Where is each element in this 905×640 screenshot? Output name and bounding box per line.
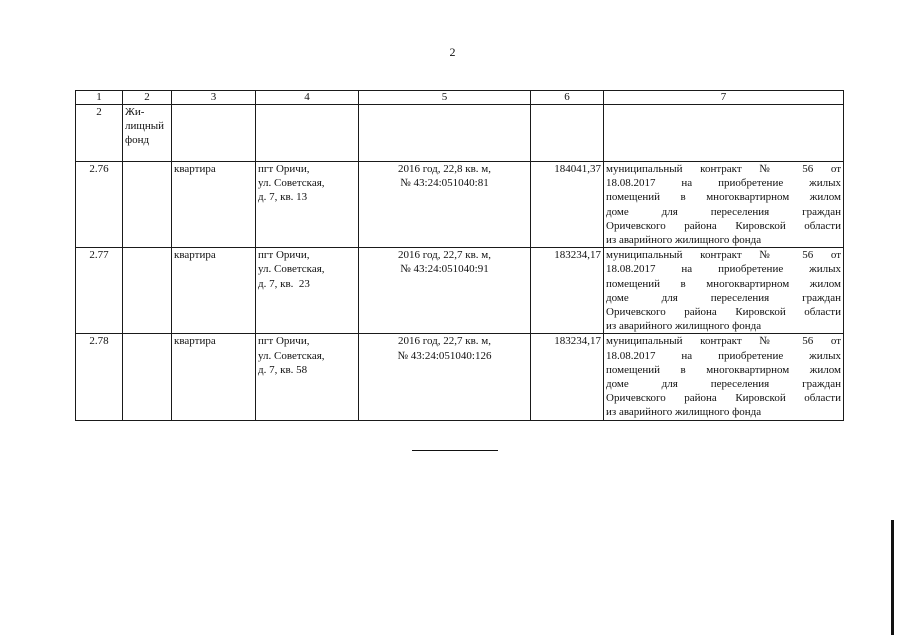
property-details bbox=[359, 248, 531, 334]
page-number: 2 bbox=[449, 45, 456, 59]
property-value: 183234,17 bbox=[531, 334, 604, 420]
property-register-table bbox=[75, 90, 844, 421]
address-line: ул. Советская, bbox=[258, 349, 325, 362]
details-line: № 43:24:051040:91 bbox=[400, 263, 489, 276]
empty-cell bbox=[359, 105, 531, 162]
section-label bbox=[123, 105, 172, 162]
basis-line: 18.08.2017 на приобретение жилых bbox=[606, 349, 841, 362]
address-line: д. 7, кв. 13 bbox=[258, 191, 308, 204]
details-line: № 43:24:051040:126 bbox=[397, 349, 492, 362]
basis-line: Оричевского района Кировской области bbox=[606, 219, 841, 232]
section-label-line: фонд bbox=[125, 134, 150, 147]
column-header: 2 bbox=[123, 91, 172, 105]
empty-cell bbox=[531, 105, 604, 162]
address-line: д. 7, кв. 58 bbox=[258, 363, 308, 376]
address-line: ул. Советская, bbox=[258, 263, 325, 276]
property-type: квартира bbox=[172, 334, 256, 420]
empty-cell bbox=[256, 105, 359, 162]
basis-line: Оричевского района Кировской области bbox=[606, 306, 841, 319]
details-line: 2016 год, 22,7 кв. м, bbox=[397, 335, 492, 348]
column-header: 5 bbox=[359, 91, 531, 105]
section-row-housing-fund bbox=[76, 105, 844, 162]
empty-cell bbox=[172, 105, 256, 162]
details-line: № 43:24:051040:81 bbox=[400, 177, 489, 190]
basis-line: из аварийного жилищного фонда bbox=[606, 320, 762, 333]
basis-line: из аварийного жилищного фонда bbox=[606, 406, 762, 419]
column-header: 4 bbox=[256, 91, 359, 105]
details-line: 2016 год, 22,8 кв. м, bbox=[397, 163, 492, 175]
address-line: ул. Советская, bbox=[258, 177, 325, 190]
basis-line: доме для переселения граждан bbox=[606, 378, 841, 391]
section-label-line: лищный bbox=[125, 120, 165, 133]
basis-line: 18.08.2017 на приобретение жилых bbox=[606, 177, 841, 190]
column-header: 7 bbox=[604, 91, 844, 105]
property-value: 183234,17 bbox=[531, 248, 604, 334]
basis-line: муниципальный контракт № 56 от bbox=[606, 335, 841, 348]
property-address bbox=[256, 248, 359, 334]
acquisition-basis bbox=[604, 248, 844, 334]
basis-line: помещений в многоквартирном жилом bbox=[606, 277, 841, 290]
basis-line: помещений в многоквартирном жилом bbox=[606, 363, 841, 376]
property-type: квартира bbox=[172, 162, 256, 248]
property-address bbox=[256, 162, 359, 248]
empty-cell bbox=[604, 105, 844, 162]
property-address bbox=[256, 334, 359, 420]
end-of-document-rule bbox=[412, 450, 498, 451]
row-col2 bbox=[123, 248, 172, 334]
scan-margin-bar bbox=[891, 520, 894, 635]
basis-line: доме для переселения граждан bbox=[606, 205, 841, 218]
section-label-line: Жи- bbox=[125, 106, 145, 118]
row-number: 2.77 bbox=[76, 248, 123, 334]
column-header: 1 bbox=[76, 91, 123, 105]
basis-line: 18.08.2017 на приобретение жилых bbox=[606, 263, 841, 276]
address-line: пгт Оричи, bbox=[258, 335, 310, 348]
address-line: д. 7, кв. 23 bbox=[258, 277, 310, 290]
row-number: 2.78 bbox=[76, 334, 123, 420]
details-line: 2016 год, 22,7 кв. м, bbox=[397, 249, 492, 262]
column-number-row bbox=[76, 91, 844, 105]
property-details bbox=[359, 334, 531, 420]
property-type: квартира bbox=[172, 248, 256, 334]
table-row bbox=[76, 248, 844, 334]
address-line: пгт Оричи, bbox=[258, 249, 310, 262]
basis-line: муниципальный контракт № 56 от bbox=[606, 249, 841, 262]
basis-line: из аварийного жилищного фонда bbox=[606, 234, 762, 247]
basis-line: помещений в многоквартирном жилом bbox=[606, 191, 841, 204]
table-row bbox=[76, 334, 844, 420]
basis-line: доме для переселения граждан bbox=[606, 291, 841, 304]
acquisition-basis bbox=[604, 162, 844, 248]
property-value: 184041,37 bbox=[531, 162, 604, 248]
column-header: 6 bbox=[531, 91, 604, 105]
acquisition-basis bbox=[604, 334, 844, 420]
row-col2 bbox=[123, 334, 172, 420]
row-number: 2.76 bbox=[76, 162, 123, 248]
column-header: 3 bbox=[172, 91, 256, 105]
property-details bbox=[359, 162, 531, 248]
row-col2 bbox=[123, 162, 172, 248]
table-row bbox=[76, 162, 844, 248]
basis-line: муниципальный контракт № 56 от bbox=[606, 163, 841, 175]
basis-line: Оричевского района Кировской области bbox=[606, 392, 841, 405]
address-line: пгт Оричи, bbox=[258, 163, 310, 175]
section-number: 2 bbox=[76, 105, 123, 162]
